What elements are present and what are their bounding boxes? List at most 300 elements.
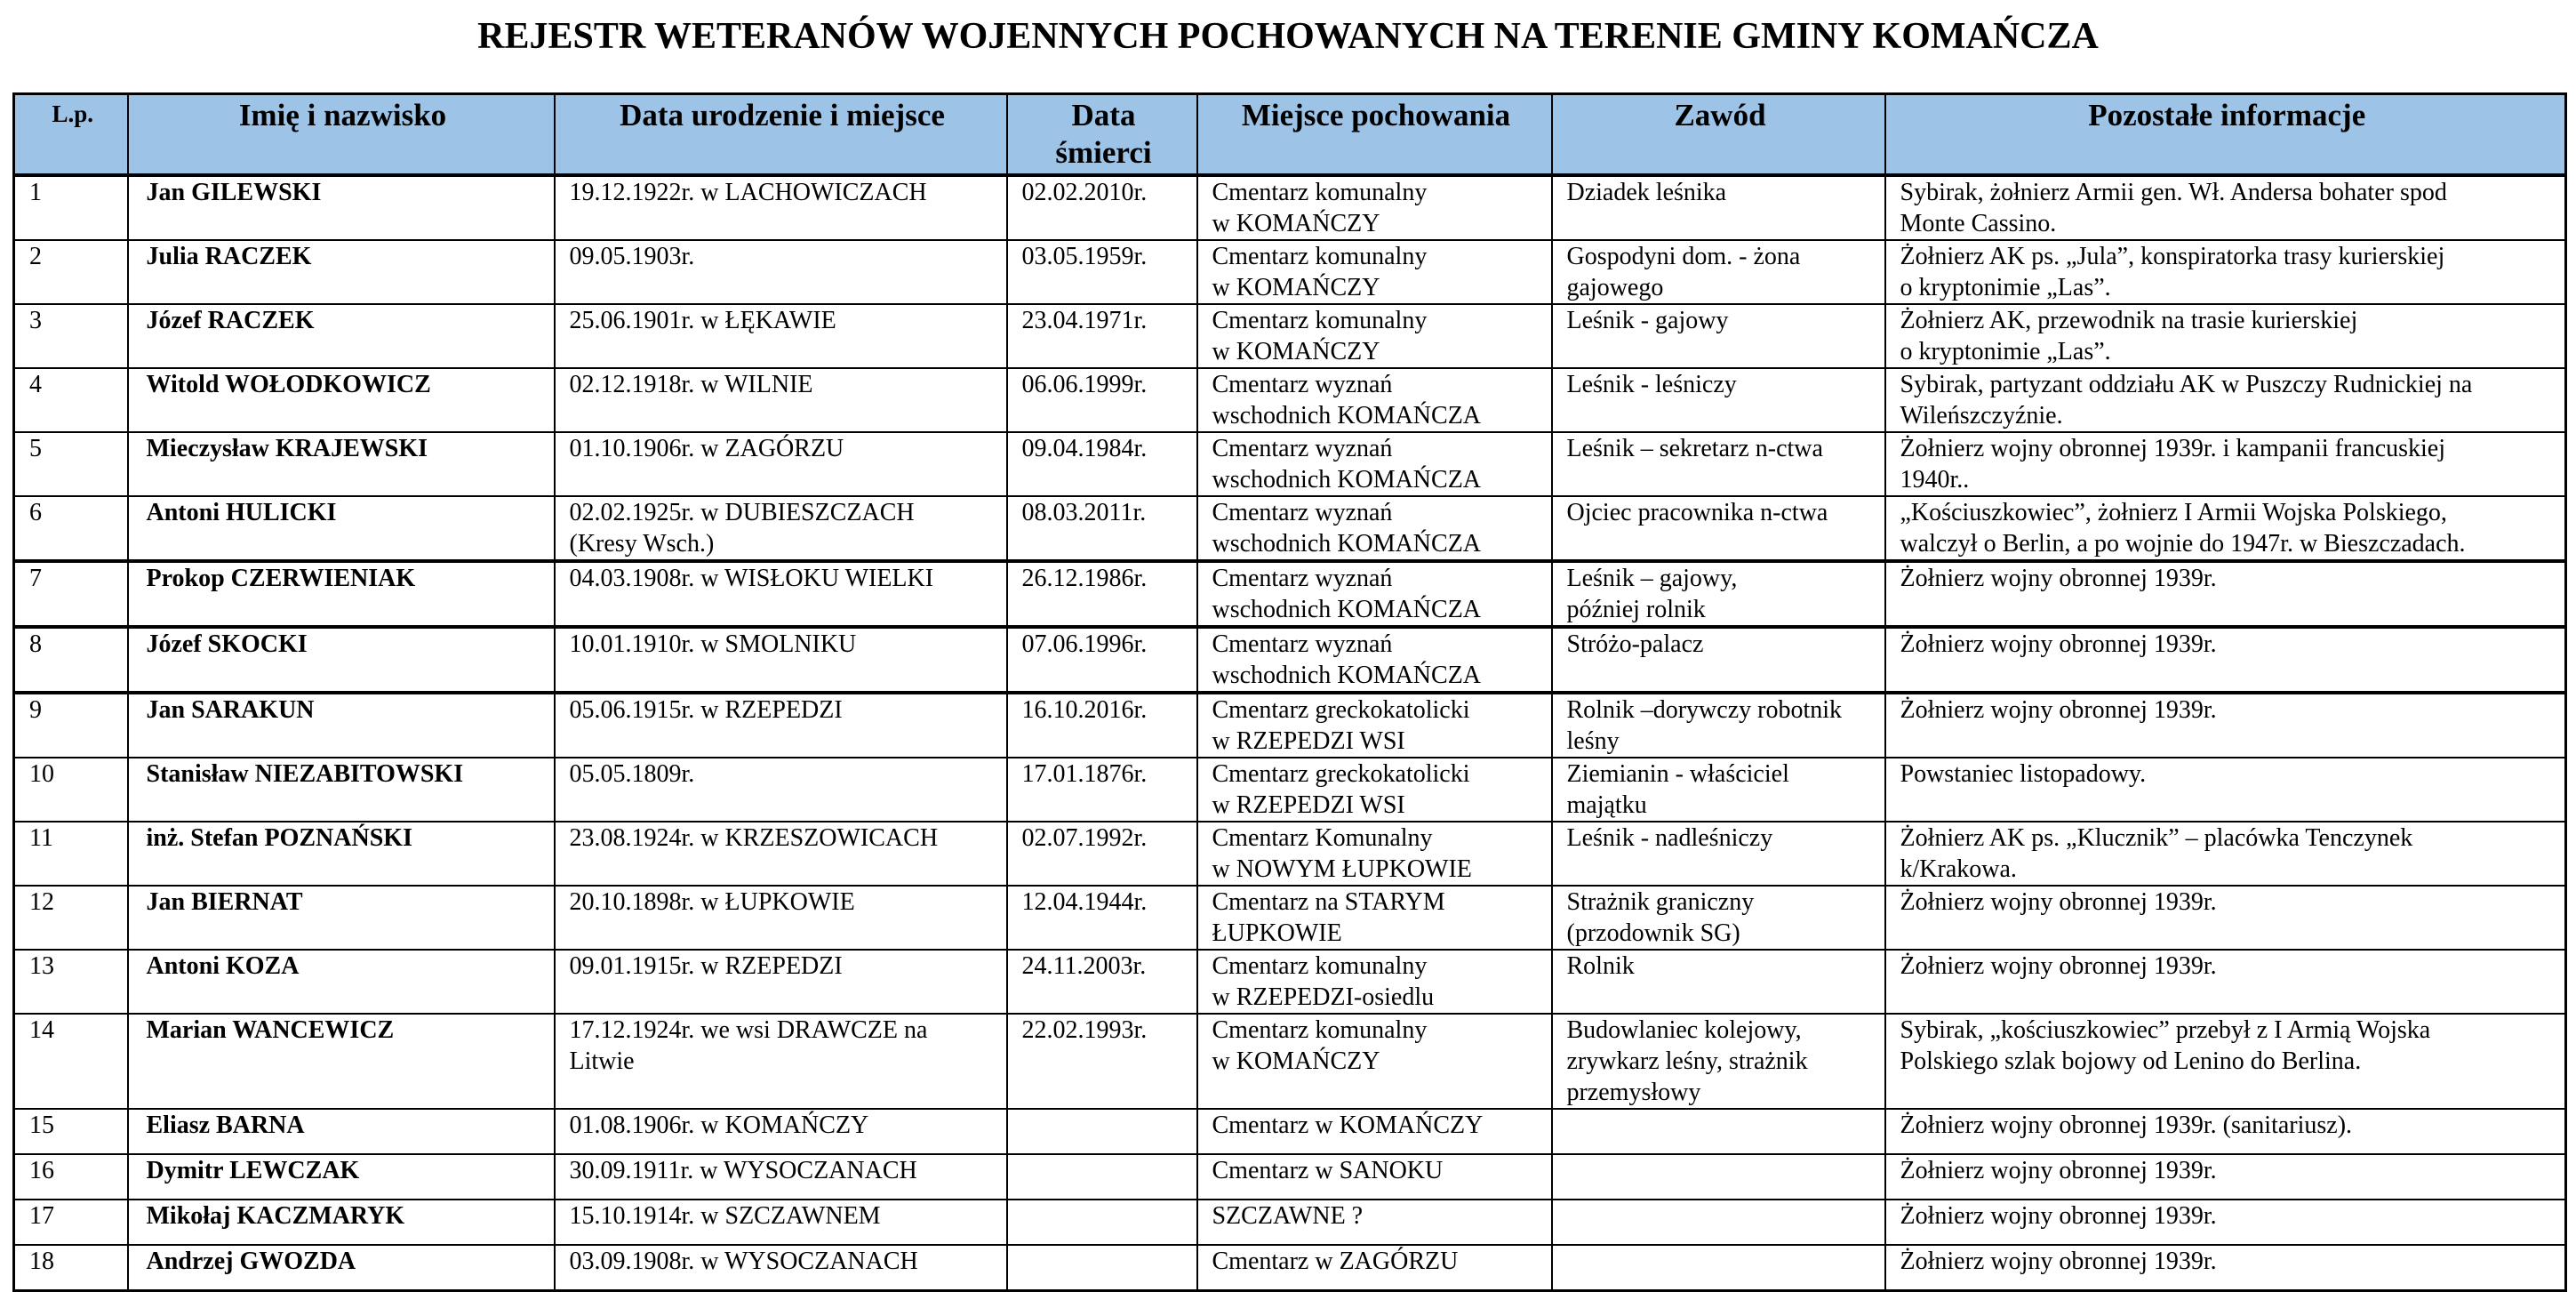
occupation-line: Leśnik – gajowy, xyxy=(1566,565,1738,592)
burial-place-line: Cmentarz komunalny xyxy=(1212,179,1428,206)
burial-place-line: Cmentarz wyznań xyxy=(1212,565,1393,592)
cell-burial xyxy=(1197,1245,1552,1291)
veteran-name: Dymitr LEWCZAK xyxy=(146,1157,360,1184)
cell-name xyxy=(128,368,555,432)
burial-place-line: Cmentarz greckokatolicki xyxy=(1212,696,1470,724)
other-info-line: Żołnierz wojny obronnej 1939r. xyxy=(1900,696,2217,724)
veteran-name: Prokop CZERWIENIAK xyxy=(146,565,416,592)
cell-lp xyxy=(14,1245,128,1291)
occupation-line: Gospodyni dom. - żona xyxy=(1566,243,1801,270)
occupation-line: Rolnik –dorywczy robotnik xyxy=(1566,696,1843,724)
burial-place-line: wschodnich KOMAŃCZA xyxy=(1212,662,1482,689)
veteran-name: Stanisław NIEZABITOWSKI xyxy=(146,760,464,788)
veteran-name: Mikołaj KACZMARYK xyxy=(146,1202,405,1230)
cell-name xyxy=(128,1109,555,1154)
column-header-occupation: Zawód xyxy=(1552,94,1885,176)
cell-death xyxy=(1007,1014,1197,1109)
death-date: 09.04.1984r. xyxy=(1021,435,1148,462)
cell-burial xyxy=(1197,758,1552,822)
other-info-line: Wileńszczyźnie. xyxy=(1900,402,2063,429)
cell-birth xyxy=(555,822,1007,886)
burial-place-line: wschodnich KOMAŃCZA xyxy=(1212,466,1482,494)
cell-occupation xyxy=(1552,304,1885,368)
cell-death xyxy=(1007,561,1197,627)
cell-name xyxy=(128,240,555,304)
other-info-line: o kryptonimie „Las”. xyxy=(1900,274,2111,301)
veteran-name: Witold WOŁODKOWICZ xyxy=(146,371,431,398)
cell-death xyxy=(1007,822,1197,886)
cell-name xyxy=(128,432,555,496)
other-info-line: Sybirak, żołnierz Armii gen. Wł. Andersa bohater spod xyxy=(1900,179,2447,206)
occupation-line: leśny xyxy=(1566,727,1620,755)
row-number: 8 xyxy=(29,630,42,658)
row-number: 16 xyxy=(29,1157,54,1184)
row-number: 11 xyxy=(29,824,53,852)
cell-occupation xyxy=(1552,561,1885,627)
column-header-lp: L.p. xyxy=(14,94,128,176)
burial-place-line: Cmentarz komunalny xyxy=(1212,952,1428,980)
cell-occupation xyxy=(1552,432,1885,496)
table-row xyxy=(14,886,2566,950)
cell-info xyxy=(1885,822,2566,886)
burial-place-line: Cmentarz wyznań xyxy=(1212,371,1393,398)
birth-date-place-line: (Kresy Wsch.) xyxy=(569,530,715,558)
cell-name xyxy=(128,1245,555,1291)
birth-date-place-line: 09.01.1915r. w RZEPEDZI xyxy=(569,952,843,980)
death-date: 07.06.1996r. xyxy=(1021,630,1148,658)
veteran-name: Eliasz BARNA xyxy=(146,1111,305,1139)
cell-occupation xyxy=(1552,1014,1885,1109)
cell-info xyxy=(1885,627,2566,693)
veteran-name: Jan GILEWSKI xyxy=(146,179,322,206)
other-info-line: Powstaniec listopadowy. xyxy=(1900,760,2147,788)
cell-name xyxy=(128,175,555,240)
death-date: 16.10.2016r. xyxy=(1021,696,1148,724)
cell-burial xyxy=(1197,496,1552,561)
cell-lp xyxy=(14,886,128,950)
row-number: 6 xyxy=(29,499,42,526)
veteran-name: Marian WANCEWICZ xyxy=(146,1016,395,1044)
table-row xyxy=(14,368,2566,432)
birth-date-place-line: 05.06.1915r. w RZEPEDZI xyxy=(569,696,843,724)
cell-lp xyxy=(14,950,128,1014)
death-date: 02.02.2010r. xyxy=(1021,179,1148,206)
cell-burial xyxy=(1197,1109,1552,1154)
burial-place-line: Cmentarz komunalny xyxy=(1212,307,1428,334)
cell-occupation xyxy=(1552,1154,1885,1200)
cell-death xyxy=(1007,1245,1197,1291)
cell-death xyxy=(1007,758,1197,822)
other-info-line: Żołnierz wojny obronnej 1939r. (sanitariusz). xyxy=(1900,1111,2353,1139)
cell-death xyxy=(1007,627,1197,693)
cell-info xyxy=(1885,1109,2566,1154)
occupation-line: Leśnik - nadleśniczy xyxy=(1566,824,1773,852)
cell-lp xyxy=(14,1014,128,1109)
occupation-line: gajowego xyxy=(1566,274,1664,301)
cell-burial xyxy=(1197,627,1552,693)
occupation-line: Budowlaniec kolejowy, xyxy=(1566,1016,1802,1044)
cell-death xyxy=(1007,304,1197,368)
death-date: 23.04.1971r. xyxy=(1021,307,1148,334)
cell-death xyxy=(1007,950,1197,1014)
cell-info xyxy=(1885,240,2566,304)
other-info-line: Polskiego szlak bojowy od Lenino do Berlina. xyxy=(1900,1047,2362,1075)
burial-place-line: Cmentarz greckokatolicki xyxy=(1212,760,1470,788)
cell-info xyxy=(1885,950,2566,1014)
other-info-line: 1940r.. xyxy=(1900,466,1970,494)
burial-place-line: wschodnich KOMAŃCZA xyxy=(1212,530,1482,558)
cell-birth xyxy=(555,693,1007,758)
document-title: REJESTR WETERANÓW WOJENNYCH POCHOWANYCH NA TERENIE GMINY KOMAŃCZA xyxy=(477,16,2099,57)
cell-death xyxy=(1007,496,1197,561)
other-info-line: Żołnierz wojny obronnej 1939r. xyxy=(1900,888,2217,916)
death-date: 24.11.2003r. xyxy=(1021,952,1147,980)
cell-birth xyxy=(555,758,1007,822)
cell-info xyxy=(1885,1245,2566,1291)
cell-death xyxy=(1007,175,1197,240)
table-body xyxy=(14,175,2566,1291)
other-info-line: k/Krakowa. xyxy=(1900,855,2017,883)
other-info-line: o kryptonimie „Las”. xyxy=(1900,338,2111,365)
death-date: 12.04.1944r. xyxy=(1021,888,1148,916)
cell-name xyxy=(128,758,555,822)
row-number: 5 xyxy=(29,435,42,462)
cell-name xyxy=(128,561,555,627)
cell-death xyxy=(1007,886,1197,950)
occupation-line: przemysłowy xyxy=(1566,1079,1701,1106)
veteran-name: Mieczysław KRAJEWSKI xyxy=(146,435,428,462)
burial-place-line: w KOMAŃCZY xyxy=(1212,210,1380,237)
cell-burial xyxy=(1197,950,1552,1014)
birth-date-place-line: 25.06.1901r. w ŁĘKAWIE xyxy=(569,307,836,334)
cell-burial xyxy=(1197,822,1552,886)
table-row xyxy=(14,758,2566,822)
cell-burial xyxy=(1197,175,1552,240)
row-number: 9 xyxy=(29,696,42,724)
cell-occupation xyxy=(1552,950,1885,1014)
cell-burial xyxy=(1197,1154,1552,1200)
burial-place-line: Cmentarz wyznań xyxy=(1212,630,1393,658)
occupation-line: później rolnik xyxy=(1566,596,1706,623)
other-info-line: Żołnierz wojny obronnej 1939r. xyxy=(1900,1202,2217,1230)
burial-place-line: Cmentarz w KOMAŃCZY xyxy=(1212,1111,1484,1139)
cell-burial xyxy=(1197,886,1552,950)
cell-birth xyxy=(555,175,1007,240)
table-row xyxy=(14,240,2566,304)
cell-death xyxy=(1007,1109,1197,1154)
veteran-name: Julia RACZEK xyxy=(146,243,312,270)
other-info-line: Żołnierz wojny obronnej 1939r. xyxy=(1900,1157,2217,1184)
cell-lp xyxy=(14,1109,128,1154)
death-date: 02.07.1992r. xyxy=(1021,824,1148,852)
cell-name xyxy=(128,822,555,886)
cell-birth xyxy=(555,432,1007,496)
cell-birth xyxy=(555,240,1007,304)
table-row xyxy=(14,950,2566,1014)
other-info-line: Żołnierz wojny obronnej 1939r. xyxy=(1900,565,2217,592)
birth-date-place-line: 03.09.1908r. w WYSOCZANACH xyxy=(569,1248,918,1275)
row-number: 7 xyxy=(29,565,42,592)
veteran-name: Jan BIERNAT xyxy=(146,888,303,916)
cell-occupation xyxy=(1552,175,1885,240)
occupation-line: Leśnik – sekretarz n-ctwa xyxy=(1566,435,1823,462)
birth-date-place-line: 23.08.1924r. w KRZESZOWICACH xyxy=(569,824,939,852)
other-info-line: Żołnierz wojny obronnej 1939r. xyxy=(1900,630,2217,658)
veteran-name: Józef RACZEK xyxy=(146,307,315,334)
death-date: 17.01.1876r. xyxy=(1021,760,1148,788)
cell-name xyxy=(128,627,555,693)
cell-lp xyxy=(14,693,128,758)
cell-lp xyxy=(14,432,128,496)
cell-lp xyxy=(14,304,128,368)
occupation-line: Strażnik graniczny xyxy=(1566,888,1755,916)
cell-birth xyxy=(555,561,1007,627)
cell-birth xyxy=(555,1245,1007,1291)
burial-place-line: Cmentarz wyznań xyxy=(1212,499,1393,526)
cell-name xyxy=(128,886,555,950)
cell-occupation xyxy=(1552,1200,1885,1245)
cell-name xyxy=(128,693,555,758)
other-info-line: Żołnierz AK ps. „Klucznik” – placówka Tenczynek xyxy=(1900,824,2413,852)
burial-place-line: wschodnich KOMAŃCZA xyxy=(1212,402,1482,429)
burial-place-line: w NOWYM ŁUPKOWIE xyxy=(1212,855,1472,883)
birth-date-place-line: 01.10.1906r. w ZAGÓRZU xyxy=(569,435,844,462)
burial-place-line: Cmentarz wyznań xyxy=(1212,435,1393,462)
cell-name xyxy=(128,950,555,1014)
cell-info xyxy=(1885,561,2566,627)
cell-lp xyxy=(14,822,128,886)
cell-lp xyxy=(14,758,128,822)
birth-date-place-line: 09.05.1903r. xyxy=(569,243,695,270)
cell-occupation xyxy=(1552,1109,1885,1154)
occupation-line: Ziemianin - właściciel xyxy=(1566,760,1789,788)
column-header-birth: Data urodzenie i miejsce xyxy=(555,94,1007,176)
birth-date-place-line: 19.12.1922r. w LACHOWICZACH xyxy=(569,179,927,206)
cell-death xyxy=(1007,240,1197,304)
other-info-line: „Kościuszkowiec”, żołnierz I Armii Wojska Polskiego, xyxy=(1900,499,2447,526)
cell-birth xyxy=(555,950,1007,1014)
cell-lp xyxy=(14,561,128,627)
cell-birth xyxy=(555,1154,1007,1200)
row-number: 15 xyxy=(29,1111,54,1139)
birth-date-place-line: 02.12.1918r. w WILNIE xyxy=(569,371,813,398)
column-header-death-line1: Data xyxy=(1071,98,1136,132)
cell-occupation xyxy=(1552,822,1885,886)
table-row xyxy=(14,561,2566,627)
occupation-line: Rolnik xyxy=(1566,952,1635,980)
birth-date-place-line: 05.05.1809r. xyxy=(569,760,695,788)
cell-info xyxy=(1885,1154,2566,1200)
occupation-line: Ojciec pracownika n-ctwa xyxy=(1566,499,1828,526)
table-row xyxy=(14,1154,2566,1200)
cell-lp xyxy=(14,240,128,304)
cell-burial xyxy=(1197,561,1552,627)
other-info-line: Sybirak, „kościuszkowiec” przebył z I Armią Wojska xyxy=(1900,1016,2431,1044)
cell-occupation xyxy=(1552,693,1885,758)
occupation-line: Leśnik - leśniczy xyxy=(1566,371,1737,398)
table-row xyxy=(14,1200,2566,1245)
other-info-line: Żołnierz AK, przewodnik na trasie kurierskiej xyxy=(1900,307,2358,334)
other-info-line: Żołnierz wojny obronnej 1939r. i kampanii francuskiej xyxy=(1900,435,2446,462)
cell-name xyxy=(128,496,555,561)
cell-death xyxy=(1007,693,1197,758)
birth-date-place-line: 02.02.1925r. w DUBIESZCZACH xyxy=(569,499,915,526)
cell-death xyxy=(1007,1200,1197,1245)
table-row xyxy=(14,304,2566,368)
cell-burial xyxy=(1197,1014,1552,1109)
table-row xyxy=(14,693,2566,758)
cell-birth xyxy=(555,1200,1007,1245)
veteran-name: Antoni HULICKI xyxy=(146,499,337,526)
row-number: 1 xyxy=(29,179,42,206)
cell-lp xyxy=(14,175,128,240)
table-row xyxy=(14,432,2566,496)
cell-occupation xyxy=(1552,240,1885,304)
cell-lp xyxy=(14,1200,128,1245)
cell-info xyxy=(1885,304,2566,368)
burial-place-line: w RZEPEDZI WSI xyxy=(1212,727,1405,755)
burial-place-line: w RZEPEDZI WSI xyxy=(1212,791,1405,819)
cell-birth xyxy=(555,886,1007,950)
cell-name xyxy=(128,1200,555,1245)
table-row xyxy=(14,627,2566,693)
cell-lp xyxy=(14,496,128,561)
burial-place-line: Cmentarz komunalny xyxy=(1212,243,1428,270)
burial-place-line: w KOMAŃCZY xyxy=(1212,1047,1380,1075)
other-info-line: Żołnierz AK ps. „Jula”, konspiratorka trasy kurierskiej xyxy=(1900,243,2445,270)
row-number: 13 xyxy=(29,952,54,980)
column-header-name: Imię i nazwisko xyxy=(128,94,555,176)
column-header-death xyxy=(1007,94,1197,176)
column-header-death-line2: śmierci xyxy=(1055,135,1152,170)
burial-place-line: Cmentarz na STARYM xyxy=(1212,888,1445,916)
birth-date-place-line: 01.08.1906r. w KOMAŃCZY xyxy=(569,1111,869,1139)
other-info-line: walczył o Berlin, a po wojnie do 1947r. w Bieszczadach. xyxy=(1900,530,2466,558)
cell-burial xyxy=(1197,693,1552,758)
cell-info xyxy=(1885,758,2566,822)
cell-burial xyxy=(1197,368,1552,432)
burial-place-line: Cmentarz komunalny xyxy=(1212,1016,1428,1044)
row-number: 10 xyxy=(29,760,54,788)
column-header-burial: Miejsce pochowania xyxy=(1197,94,1552,176)
cell-info xyxy=(1885,693,2566,758)
cell-death xyxy=(1007,368,1197,432)
cell-birth xyxy=(555,368,1007,432)
row-number: 17 xyxy=(29,1202,54,1230)
row-number: 2 xyxy=(29,243,42,270)
cell-info xyxy=(1885,1200,2566,1245)
birth-date-place-line: 04.03.1908r. w WISŁOKU WIELKI xyxy=(569,565,934,592)
other-info-line: Żołnierz wojny obronnej 1939r. xyxy=(1900,952,2217,980)
row-number: 3 xyxy=(29,307,42,334)
cell-lp xyxy=(14,1154,128,1200)
cell-occupation xyxy=(1552,368,1885,432)
death-date: 08.03.2011r. xyxy=(1021,499,1147,526)
cell-occupation xyxy=(1552,1245,1885,1291)
burial-place-line: Cmentarz w SANOKU xyxy=(1212,1157,1444,1184)
veteran-name: inż. Stefan POZNAŃSKI xyxy=(146,824,412,852)
burial-place-line: w KOMAŃCZY xyxy=(1212,338,1380,365)
cell-birth xyxy=(555,304,1007,368)
row-number: 12 xyxy=(29,888,54,916)
table-row xyxy=(14,1014,2566,1109)
other-info-line: Monte Cassino. xyxy=(1900,210,2057,237)
cell-info xyxy=(1885,496,2566,561)
cell-burial xyxy=(1197,432,1552,496)
birth-date-place-line: 30.09.1911r. w WYSOCZANACH xyxy=(569,1157,917,1184)
death-date: 06.06.1999r. xyxy=(1021,371,1148,398)
burial-place-line: Cmentarz Komunalny xyxy=(1212,824,1433,852)
table-row xyxy=(14,1245,2566,1291)
cell-birth xyxy=(555,1109,1007,1154)
birth-date-place-line: 17.12.1924r. we wsi DRAWCZE na xyxy=(569,1016,928,1044)
occupation-line: zrywkarz leśny, strażnik xyxy=(1566,1047,1808,1075)
cell-name xyxy=(128,1154,555,1200)
cell-name xyxy=(128,304,555,368)
column-header-info: Pozostałe informacje xyxy=(1885,94,2566,176)
burial-place-line: wschodnich KOMAŃCZA xyxy=(1212,596,1482,623)
cell-burial xyxy=(1197,1200,1552,1245)
table-row xyxy=(14,175,2566,240)
cell-occupation xyxy=(1552,627,1885,693)
death-date: 03.05.1959r. xyxy=(1021,243,1148,270)
birth-date-place-line: 20.10.1898r. w ŁUPKOWIE xyxy=(569,888,855,916)
cell-birth xyxy=(555,1014,1007,1109)
cell-lp xyxy=(14,368,128,432)
cell-name xyxy=(128,1014,555,1109)
cell-info xyxy=(1885,368,2566,432)
veteran-name: Józef SKOCKI xyxy=(146,630,308,658)
cell-death xyxy=(1007,432,1197,496)
cell-death xyxy=(1007,1154,1197,1200)
cell-info xyxy=(1885,886,2566,950)
row-number: 4 xyxy=(29,371,42,398)
occupation-line: Leśnik - gajowy xyxy=(1566,307,1729,334)
veteran-name: Andrzej GWOZDA xyxy=(146,1248,356,1275)
occupation-line: (przodownik SG) xyxy=(1566,919,1740,947)
burial-place-line: Cmentarz w ZAGÓRZU xyxy=(1212,1248,1459,1275)
burial-place-line: w RZEPEDZI-osiedlu xyxy=(1212,983,1435,1011)
cell-occupation xyxy=(1552,886,1885,950)
cell-burial xyxy=(1197,304,1552,368)
birth-date-place-line: Litwie xyxy=(569,1047,635,1075)
cell-birth xyxy=(555,627,1007,693)
veteran-name: Jan SARAKUN xyxy=(146,696,315,724)
table-row xyxy=(14,822,2566,886)
table-header-row xyxy=(14,94,2566,176)
death-date: 22.02.1993r. xyxy=(1021,1016,1148,1044)
occupation-line: Stróżo-palacz xyxy=(1566,630,1704,658)
veterans-register-table xyxy=(12,92,2567,1292)
row-number: 14 xyxy=(29,1016,54,1044)
cell-info xyxy=(1885,432,2566,496)
veteran-name: Antoni KOZA xyxy=(146,952,300,980)
burial-place-line: SZCZAWNE ? xyxy=(1212,1202,1364,1230)
row-number: 18 xyxy=(29,1248,54,1275)
cell-burial xyxy=(1197,240,1552,304)
table-row xyxy=(14,1109,2566,1154)
birth-date-place-line: 15.10.1914r. w SZCZAWNEM xyxy=(569,1202,881,1230)
burial-place-line: ŁUPKOWIE xyxy=(1212,919,1342,947)
table-row xyxy=(14,496,2566,561)
cell-occupation xyxy=(1552,758,1885,822)
occupation-line: majątku xyxy=(1566,791,1647,819)
cell-birth xyxy=(555,496,1007,561)
birth-date-place-line: 10.01.1910r. w SMOLNIKU xyxy=(569,630,857,658)
occupation-line: Dziadek leśnika xyxy=(1566,179,1727,206)
cell-occupation xyxy=(1552,496,1885,561)
other-info-line: Żołnierz wojny obronnej 1939r. xyxy=(1900,1248,2217,1275)
